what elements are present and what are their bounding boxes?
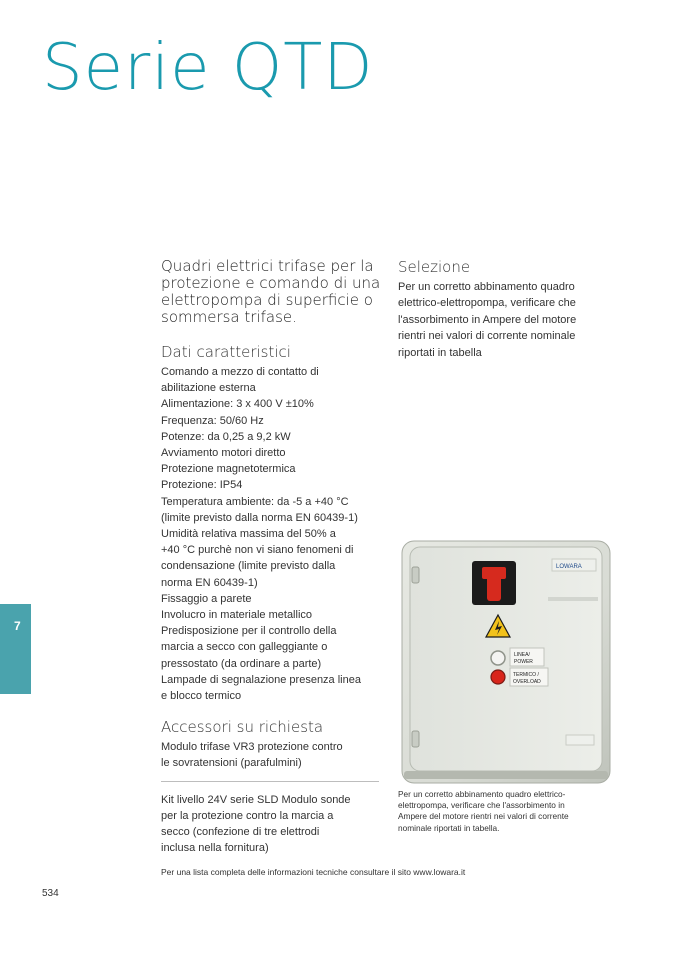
brand-plate-text: LOWARA (556, 564, 582, 570)
selezione-line: l'assorbimento in Ampere del motore (398, 313, 577, 326)
accessory-line: le sovratensioni (parafulmini) (161, 757, 302, 770)
accessori-heading: Accessori su richiesta (161, 718, 324, 737)
spec-line: Avviamento motori diretto (161, 447, 286, 460)
spec-line: Involucro in materiale metallico (161, 609, 313, 622)
lamp-label-overload-2: OVERLOAD (513, 679, 541, 685)
spec-line: Protezione magnetotermica (161, 463, 296, 476)
dati-heading: Dati caratteristici (161, 343, 291, 361)
selezione-line: Per un corretto abbinamento quadro (398, 281, 575, 293)
lamp-label-power-2: POWER (514, 659, 533, 665)
spec-line: Comando a mezzo di contatto di (161, 366, 319, 378)
spec-line: Potenze: da 0,25 a 9,2 kW (161, 430, 291, 443)
chapter-number: 7 (14, 619, 21, 633)
photo-caption (398, 789, 608, 834)
selezione-line: riportati in tabella (398, 346, 482, 359)
spec-line: marcia a secco con galleggiante o (161, 641, 328, 654)
caption-line: Ampere del motore rientri nei valori di corrente (398, 811, 569, 822)
caption-line: elettropompa, verificare che l'assorbimento in (398, 800, 565, 811)
divider (161, 781, 379, 782)
accessory-item (161, 739, 381, 771)
accessory-line: secco (confezione di tre elettrodi (161, 826, 320, 839)
accessory-line: Modulo trifase VR3 protezione contro (161, 741, 343, 754)
accessory-line: Kit livello 24V serie SLD Modulo sonde (161, 794, 351, 807)
spec-line: (limite previsto dalla norma EN 60439-1) (161, 511, 358, 524)
lamp-label-overload: TERMICO / (513, 672, 539, 678)
accessory-line: inclusa nella fornitura) (161, 842, 269, 855)
spec-line: +40 °C purchè non vi siano fenomeni di (161, 544, 354, 557)
chapter-tab (0, 604, 31, 694)
accessory-line: per la protezione contro la marcia a (161, 810, 334, 823)
selezione-text (398, 279, 623, 361)
selezione-line: rientri nei valori di corrente nominale (398, 330, 576, 343)
spec-list (161, 364, 381, 704)
spec-line: Protezione: IP54 (161, 479, 243, 492)
spec-line: Fissaggio a parete (161, 592, 252, 605)
page-number: 534 (42, 888, 59, 899)
spec-line: e blocco termico (161, 690, 242, 703)
selezione-heading: Selezione (398, 258, 471, 276)
spec-line: abilitazione esterna (161, 382, 256, 395)
lamp-label-power: LINEA/ (514, 652, 530, 658)
selezione-line: elettrico-elettropompa, verificare che (398, 297, 576, 310)
spec-line: Temperatura ambiente: da -5 a +40 °C (161, 495, 349, 508)
page-title: Serie QTD (42, 31, 374, 105)
caption-line: Per un corretto abbinamento quadro elettrico- (398, 789, 566, 799)
accessory-item (161, 792, 381, 856)
spec-line: Lampade di segnalazione presenza linea (161, 673, 361, 686)
spec-line: Frequenza: 50/60 Hz (161, 414, 264, 427)
spec-line: pressostato (da ordinare a parte) (161, 657, 322, 670)
control-panel-photo (398, 537, 616, 787)
intro-text: Quadri elettrici trifase per la protezione e comando di una elettropompa di superficie o sommersa trifase. (161, 257, 381, 326)
spec-line: Predisposizione per il controllo della (161, 625, 337, 638)
spec-line: condensazione (limite previsto dalla (161, 560, 336, 573)
footnote: Per una lista completa delle informazioni tecniche consultare il sito www.lowara.it (161, 867, 466, 877)
spec-line: Umidità relativa massima del 50% a (161, 528, 336, 541)
spec-line: Alimentazione: 3 x 400 V ±10% (161, 398, 314, 411)
accessori-section (161, 718, 381, 856)
spec-line: norma EN 60439-1) (161, 576, 258, 589)
left-column (161, 258, 381, 856)
caption-line: nominale riportati in tabella. (398, 822, 500, 833)
right-column (398, 258, 623, 361)
